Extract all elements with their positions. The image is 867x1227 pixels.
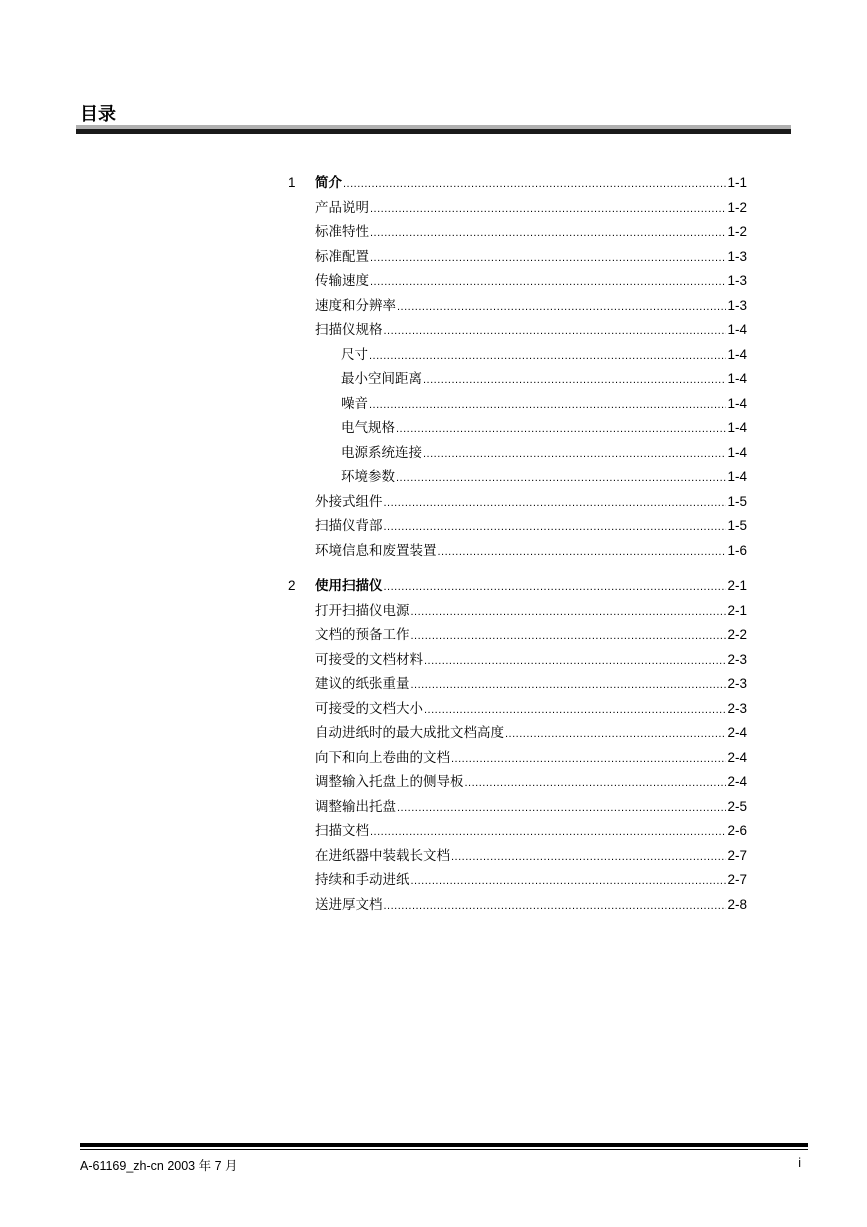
toc-entry-page: 1-5: [727, 518, 747, 533]
toc-entry-page: 1-6: [727, 542, 747, 558]
toc-entry[interactable]: [315, 724, 747, 742]
toc-entry-page: 1-4: [727, 420, 747, 435]
toc-entry[interactable]: [315, 847, 747, 865]
toc-dot-leader: [370, 824, 726, 840]
toc-entry-page: 1-5: [727, 493, 747, 509]
toc-entry-page: 1-2: [727, 224, 747, 239]
toc-entry[interactable]: [315, 223, 747, 241]
toc-dot-leader: [423, 372, 726, 388]
footer-rule: [80, 1143, 808, 1147]
toc-entry-title: 在进纸器中装载长文档: [315, 847, 450, 864]
toc-dot-leader: [369, 397, 726, 413]
toc-entry-title: 文档的预备工作: [315, 627, 410, 643]
toc-dot-leader: [343, 176, 726, 192]
toc-entry[interactable]: [315, 700, 747, 718]
toc-dot-leader: [424, 653, 726, 669]
toc-dot-leader: [396, 421, 726, 437]
toc-entry-page: 1-4: [727, 395, 747, 411]
toc-entry[interactable]: [315, 297, 747, 315]
toc-chapter-number: 1: [288, 175, 296, 190]
toc-entry[interactable]: [315, 822, 747, 840]
toc-entry-title: 简介: [315, 175, 342, 191]
toc-entry-page: 2-7: [727, 872, 747, 887]
toc-entry-title: 最小空间距离: [341, 371, 422, 387]
toc-entry-page: 1-3: [727, 248, 747, 264]
toc-entry-page: 1-4: [727, 346, 747, 362]
toc-entry-title: 自动进纸时的最大成批文档高度: [315, 725, 504, 741]
toc-entry-title: 可接受的文档材料: [315, 651, 423, 668]
toc-entry-page: 2-8: [727, 896, 747, 912]
toc-entry[interactable]: [315, 199, 747, 217]
toc-entry[interactable]: [315, 651, 747, 669]
toc-entry-page: 2-4: [727, 774, 747, 789]
toc-dot-leader: [505, 726, 726, 742]
toc-entry-title: 电源系统连接: [341, 444, 422, 461]
toc-dot-leader: [384, 323, 727, 339]
toc-entry[interactable]: [315, 602, 747, 620]
toc-dot-leader: [424, 702, 726, 718]
toc-dot-leader: [423, 446, 726, 462]
toc-entry-title: 扫描文档: [315, 823, 369, 839]
toc-entry[interactable]: [315, 248, 747, 266]
toc-entry-title: 调整输出托盘: [315, 798, 396, 815]
toc-entry-page: 2-4: [727, 725, 747, 740]
toc-dot-leader: [370, 201, 726, 217]
toc-entry-page: 2-2: [727, 627, 747, 642]
toc-dot-leader: [384, 579, 727, 595]
toc-entry-page: 2-7: [727, 847, 747, 863]
toc-entry-page: 1-4: [727, 469, 747, 484]
footer-page-number: i: [798, 1156, 801, 1170]
footer-doc-id: A-61169_zh-cn 2003 年 7 月: [80, 1159, 238, 1173]
toc-entry-title: 送进厚文档: [315, 896, 383, 913]
toc-entry-page: 1-2: [727, 199, 747, 215]
toc-chapter-entry[interactable]: [288, 174, 747, 192]
toc-entry-title: 外接式组件: [315, 493, 383, 510]
toc-entry[interactable]: [315, 798, 747, 816]
toc-chapter-number: 2: [288, 578, 296, 593]
toc-entry-page: 1-4: [727, 322, 747, 337]
toc-entry[interactable]: [341, 395, 747, 413]
toc-entry-page: 2-3: [727, 676, 747, 691]
toc-dot-leader: [370, 250, 726, 266]
toc-dot-leader: [384, 495, 727, 511]
toc-entry[interactable]: [315, 321, 747, 339]
toc-entry-page: 1-4: [727, 444, 747, 460]
toc-entry-title: 环境参数: [341, 469, 395, 485]
toc-entry[interactable]: [315, 749, 747, 767]
toc-dot-leader: [397, 800, 726, 816]
toc-entry-title: 电气规格: [341, 420, 395, 436]
toc-entry[interactable]: [315, 871, 747, 889]
page-title: 目录: [80, 104, 116, 125]
toc-dot-leader: [411, 873, 727, 889]
toc-dot-leader: [411, 604, 727, 620]
toc-entry[interactable]: [315, 517, 747, 535]
toc-dot-leader: [438, 544, 727, 560]
toc-entry-title: 速度和分辨率: [315, 297, 396, 314]
footer-rule-thin: [80, 1149, 808, 1150]
toc-entry[interactable]: [315, 272, 747, 290]
toc-dot-leader: [369, 348, 726, 364]
toc-entry[interactable]: [341, 419, 747, 437]
toc-entry-page: 2-4: [727, 749, 747, 765]
toc-dot-leader: [384, 898, 727, 914]
toc-dot-leader: [411, 628, 727, 644]
toc-entry-page: 2-6: [727, 823, 747, 838]
toc-entry-title: 噪音: [341, 395, 368, 412]
toc-entry[interactable]: [341, 346, 747, 364]
toc-entry-page: 1-3: [727, 297, 747, 313]
toc-entry-title: 环境信息和废置装置: [315, 542, 437, 559]
toc-entry-page: 1-1: [727, 175, 747, 190]
toc-entry-title: 尺寸: [341, 346, 368, 363]
toc-entry-title: 扫描仪背部: [315, 518, 383, 534]
toc-dot-leader: [370, 225, 726, 241]
toc-dot-leader: [451, 849, 726, 865]
toc-entry-page: 2-1: [727, 578, 747, 593]
toc-entry[interactable]: [315, 542, 747, 560]
toc-entry[interactable]: [315, 773, 747, 791]
toc-entry-page: 2-1: [727, 602, 747, 618]
toc-entry-title: 使用扫描仪: [315, 578, 383, 594]
toc-entry-page: 1-4: [727, 371, 747, 386]
toc-dot-leader: [451, 751, 726, 767]
toc-entry-title: 扫描仪规格: [315, 322, 383, 338]
toc-entry-page: 2-5: [727, 798, 747, 814]
toc-entry-title: 标准配置: [315, 248, 369, 265]
toc-entry[interactable]: [315, 626, 747, 644]
toc-entry-title: 向下和向上卷曲的文档: [315, 749, 450, 766]
toc-entry-page: 2-3: [727, 700, 747, 716]
toc-dot-leader: [370, 274, 726, 290]
toc-entry-title: 产品说明: [315, 199, 369, 216]
toc-dot-leader: [397, 299, 726, 315]
toc-entry-title: 传输速度: [315, 273, 369, 289]
toc-entry[interactable]: [315, 896, 747, 914]
toc-entry[interactable]: [315, 493, 747, 511]
toc-dot-leader: [411, 677, 727, 693]
toc-dot-leader: [384, 519, 727, 535]
toc-entry[interactable]: [315, 675, 747, 693]
toc-entry-title: 标准特性: [315, 224, 369, 240]
toc-dot-leader: [465, 775, 727, 791]
toc-entry-title: 调整输入托盘上的侧导板: [315, 774, 464, 790]
toc-entry-page: 2-3: [727, 651, 747, 667]
toc-dot-leader: [396, 470, 726, 486]
toc-entry[interactable]: [341, 444, 747, 462]
toc-entry[interactable]: [341, 370, 747, 388]
toc-entry[interactable]: [341, 468, 747, 486]
toc-entry-title: 可接受的文档大小: [315, 700, 423, 717]
toc-entry-title: 建议的纸张重量: [315, 676, 410, 692]
toc-entry-page: 1-3: [727, 273, 747, 288]
toc-chapter-entry[interactable]: [288, 577, 747, 595]
toc-entry-title: 持续和手动进纸: [315, 872, 410, 888]
toc-entry-title: 打开扫描仪电源: [315, 602, 410, 619]
